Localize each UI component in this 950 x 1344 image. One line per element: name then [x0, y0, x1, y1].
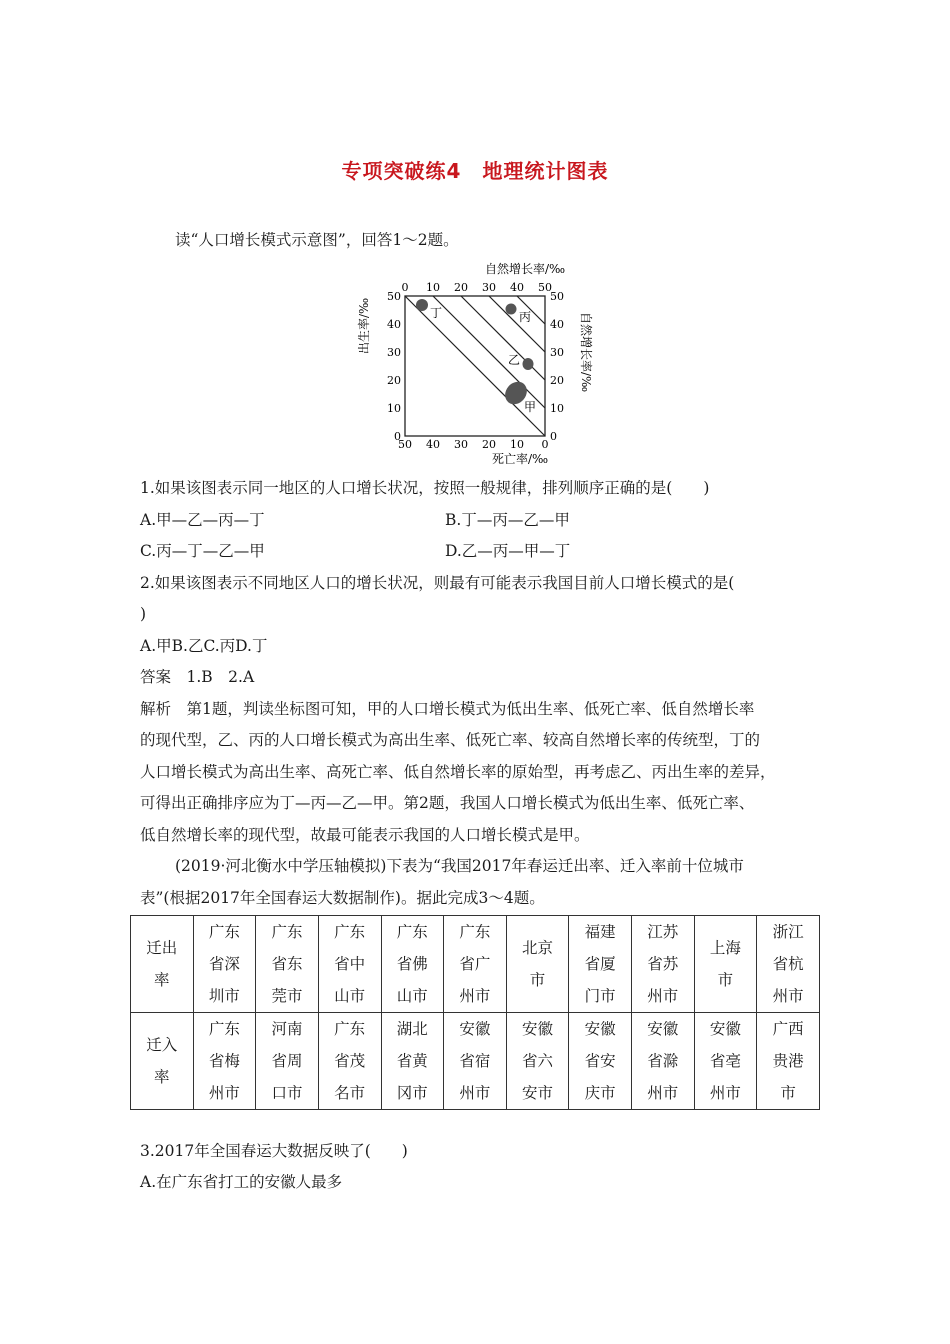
table-cell: 上海市: [694, 916, 757, 1013]
top-axis-label: 自然增长率/‰: [485, 262, 566, 276]
q1-stem: 1.如果该图表示同一地区的人口增长状况，按照一般规律，排列顺序正确的是( ): [140, 479, 710, 497]
top-tick: 40: [510, 281, 524, 294]
table-cell: 广东省广州市: [444, 916, 507, 1013]
left-tick: 10: [387, 402, 401, 415]
q2-options: A.甲B.乙C.丙D.丁: [140, 637, 268, 655]
point-yi: [523, 358, 534, 370]
top-tick: 50: [538, 281, 552, 294]
table-cell: 河南省周口市: [256, 1013, 319, 1110]
table-cell: 安徽省宿州市: [444, 1013, 507, 1110]
q3-stem: 3.2017年全国春运大数据反映了( ): [140, 1142, 408, 1160]
table-cell: 安徽省滁州市: [632, 1013, 695, 1110]
table-cell: 广东省佛山市: [381, 916, 444, 1013]
left-tick: 0: [394, 430, 401, 443]
point-ding: [416, 299, 428, 311]
q1-option-b: B.丁—丙—乙—甲: [445, 511, 570, 529]
table-cell: 广东省梅州市: [193, 1013, 256, 1110]
analysis-line: 人口增长模式为高出生率、高死亡率、低自然增长率的原始型，再考虑乙、丙出生率的差异，: [140, 763, 776, 781]
analysis-line: 低自然增长率的现代型，故最可能表示我国的人口增长模式是甲。: [140, 826, 590, 844]
table-cell: 福建省厦门市: [569, 916, 632, 1013]
analysis-line: 解析 第1题，判读坐标图可知，甲的人口增长模式为低出生率、低死亡率、低自然增长率: [140, 700, 755, 718]
left-tick: 50: [387, 290, 401, 303]
top-tick: 20: [454, 281, 468, 294]
bottom-tick: 10: [510, 438, 524, 451]
right-tick: 40: [550, 318, 564, 331]
population-growth-diagram: [350, 262, 593, 472]
label-jia: 甲: [524, 400, 537, 414]
bottom-tick: 50: [398, 438, 412, 451]
table-cell: 安徽省安庆市: [569, 1013, 632, 1110]
q1-option-d: D.乙—丙—甲—丁: [445, 542, 571, 560]
left-tick: 30: [387, 346, 401, 359]
isoline-30: [489, 296, 545, 352]
q1-option-a: A.甲—乙—丙—丁: [140, 511, 265, 529]
q2-stem-cont: ): [140, 605, 147, 623]
row-header: 迁出率: [131, 916, 194, 1013]
top-tick: 10: [426, 281, 440, 294]
bottom-axis-label: 死亡率/‰: [492, 452, 549, 466]
label-bing: 丙: [519, 310, 532, 324]
table-cell: 广东省中山市: [318, 916, 381, 1013]
right-tick: 20: [550, 374, 564, 387]
table-cell: 安徽省六安市: [506, 1013, 569, 1110]
right-tick: 50: [550, 290, 564, 303]
right-tick: 0: [550, 430, 557, 443]
left-tick: 40: [387, 318, 401, 331]
bottom-tick: 20: [482, 438, 496, 451]
row-header: 迁入率: [131, 1013, 194, 1110]
table-cell: 广东省茂名市: [318, 1013, 381, 1110]
source-line: (2019·河北衡水中学压轴模拟)下表为“我国2017年春运迁出率、迁入率前十位城市: [175, 857, 744, 875]
intro-text: 读“人口增长模式示意图”，回答1～2题。: [175, 231, 459, 249]
table-cell: 湖北省黄冈市: [381, 1013, 444, 1110]
right-tick: 10: [550, 402, 564, 415]
q1-option-c: C.丙—丁—乙—甲: [140, 542, 265, 560]
top-tick: 30: [482, 281, 496, 294]
answer-line: 答案 1.B 2.A: [140, 668, 255, 686]
q2-stem: 2.如果该图表示不同地区人口的增长状况，则最有可能表示我国目前人口增长模式的是(: [140, 574, 735, 592]
label-yi: 乙: [508, 353, 521, 367]
page-title: 专项突破练4 地理统计图表: [341, 159, 609, 183]
table-cell: 浙江省杭州市: [757, 916, 820, 1013]
table-row-in: [131, 1013, 820, 1110]
city-migration-table: [130, 915, 820, 1110]
table-cell: 广东省东莞市: [256, 916, 319, 1013]
table-row-out: [131, 916, 820, 1013]
table-cell: 安徽省亳州市: [694, 1013, 757, 1110]
table-cell: 广西贵港市: [757, 1013, 820, 1110]
q3-option-a: A.在广东省打工的安徽人最多: [140, 1173, 343, 1191]
table-cell: 广东省深圳市: [193, 916, 256, 1013]
bottom-tick: 40: [426, 438, 440, 451]
right-axis-label: 自然增长率/‰: [579, 312, 593, 393]
left-axis-label: 出生率/‰: [357, 297, 371, 354]
top-tick: 0: [401, 281, 409, 294]
right-tick: 30: [550, 346, 564, 359]
label-ding: 丁: [430, 306, 443, 320]
source-line: 表”(根据2017年全国春运大数据制作)。据此完成3～4题。: [140, 889, 545, 907]
table-cell: 江苏省苏州市: [632, 916, 695, 1013]
bottom-tick: 30: [454, 438, 468, 451]
bottom-tick: 0: [541, 438, 549, 451]
point-bing: [506, 304, 517, 315]
table-cell: 北京市: [506, 916, 569, 1013]
left-tick: 20: [387, 374, 401, 387]
analysis-line: 可得出正确排序应为丁—丙—乙—甲。第2题，我国人口增长模式为低出生率、低死亡率、: [140, 794, 755, 812]
analysis-line: 的现代型，乙、丙的人口增长模式为高出生率、低死亡率、较高自然增长率的传统型，丁的: [140, 731, 761, 749]
